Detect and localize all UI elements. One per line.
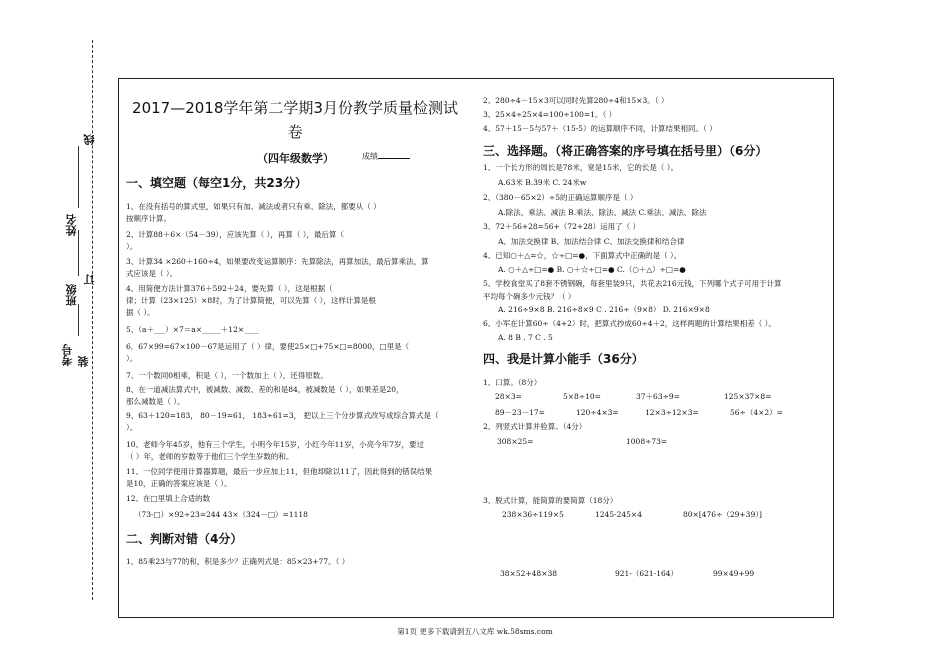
oral-calc-heading: 1、口算。（8分） bbox=[483, 378, 542, 387]
choice-line: 2、（380－65×2）÷5的正确运算顺序是（ ） bbox=[483, 193, 638, 202]
xingming-blank bbox=[78, 146, 79, 208]
exam-title-line1: 2017—2018学年第二学期3月份教学质量检测试 bbox=[132, 99, 458, 117]
fill-in-line: 7、一个数同0相乘，积是（ ），一个数加上（ ），还得原数。 bbox=[126, 371, 328, 380]
oral-calc-item: 5×8÷10= bbox=[563, 392, 601, 401]
exam-title bbox=[130, 96, 460, 144]
fill-in-line: 2、计算88＋6×（54－39），应该先算（ ），再算（ ），最后算（ bbox=[126, 230, 344, 239]
stepwise-calc-item: 238×36÷119×5 bbox=[502, 510, 564, 519]
score-label: 成绩 bbox=[362, 152, 378, 161]
score-blank[interactable] bbox=[378, 150, 410, 159]
section-fill-in: 一、填空题（每空1分，共23分） bbox=[126, 176, 308, 190]
stepwise-calc-item: 921-（621-164） bbox=[615, 569, 679, 578]
side-label-banji: 班级 bbox=[65, 284, 78, 306]
choice-line: A.除法、乘法、减法 B.乘法、除法、减法 C.乘法、减法、除法 bbox=[498, 208, 707, 217]
fill-in-line: （ ）年，老师的岁数等于他们三个学生岁数的和。 bbox=[126, 452, 294, 461]
fill-in-line: ）。 bbox=[126, 354, 138, 363]
exam-subtitle: （四年级数学） bbox=[257, 152, 334, 165]
fill-in-line: 律；计算（23×125）×8时，为了计算简便，可以先算（ ），这样计算是根 bbox=[126, 296, 376, 305]
side-label-kaohao: 考号 bbox=[61, 344, 74, 366]
vertical-calc-heading: 2、列竖式计算并验算。（4分） bbox=[483, 422, 587, 431]
fill-in-line: 据（ ）。 bbox=[126, 308, 155, 317]
vertical-calc-item: 308×25= bbox=[497, 437, 534, 446]
section-choice: 三、选择题。（将正确答案的序号填在括号里）（6分） bbox=[483, 144, 768, 158]
section-true-false: 二、判断对错（4分） bbox=[126, 532, 243, 546]
vertical-calc-item: 1008÷73= bbox=[626, 437, 668, 446]
choice-line: 4、已知○＋△=☆，☆÷□=●，下面算式中正确的是（ ）。 bbox=[483, 251, 682, 260]
side-label-zhuang: 装 bbox=[77, 356, 90, 367]
kaohao-blank bbox=[78, 304, 79, 336]
fill-in-line: 10、老师今年45岁，他有三个学生，小明今年15岁，小红今年11岁，小亮今年7岁，要过 bbox=[126, 440, 424, 449]
side-label-xian: 线 bbox=[83, 134, 96, 145]
choice-line: 平均每个碗多少元钱？（ ） bbox=[483, 292, 576, 301]
stepwise-calc-heading: 3、脱式计算，能简算的要简算（18分） bbox=[483, 496, 618, 505]
choice-line: A. 8 B . 7 C . 5 bbox=[498, 333, 553, 342]
binding-fold-line bbox=[92, 40, 93, 600]
oral-calc-item: 56÷（4×2）= bbox=[730, 408, 783, 417]
judge-question: 2、280÷4－15×3可以同时先算280÷4和15×3。（ ） bbox=[483, 96, 669, 105]
fill-in-line: 是10，正确的答案应该是（ ）。 bbox=[126, 479, 232, 488]
fill-in-line: 9、63＋120=183， 80－19=61， 183÷61=3， 把以上三个分步算式改写成综合算式是（ bbox=[126, 411, 439, 420]
choice-line: A. ○＋△÷□=● B. ○＋☆÷□=● C.（○＋△）÷□=● bbox=[498, 265, 686, 274]
judge-question: 4、57＋15－5与57＋（15-5）的运算顺序不同，计算结果相同。（ ） bbox=[483, 124, 717, 133]
banji-blank bbox=[78, 230, 79, 276]
fill-in-line: 1、在没有括号的算式里，如果只有加、减法或者只有乘、除法，都要从（ ） bbox=[126, 202, 381, 211]
score-field bbox=[362, 150, 410, 162]
oral-calc-item: 37＋63÷9= bbox=[636, 392, 680, 401]
fill-in-line: 式应该是（ ）。 bbox=[126, 269, 178, 278]
fill-in-line: 按顺序计算。 bbox=[126, 214, 171, 223]
fill-in-line: 6．67×99=67×100－67是运用了（ ）律，要使25×□+75×□=8000，□里是（ bbox=[126, 342, 410, 351]
stepwise-calc-item: 99×49+99 bbox=[713, 569, 755, 578]
fill-in-line: 4、用简便方法计算376＋592＋24，要先算（ ），这是根据（ bbox=[126, 284, 333, 293]
fill-in-line: ）。 bbox=[126, 242, 138, 251]
page-footer: 第1页 更多下载请到五八文库 wk.58sms.com bbox=[397, 627, 553, 636]
choice-line: A. 216÷9×8 B. 216÷8×9 C . 216÷（9×8） D. 216×9×8 bbox=[498, 305, 710, 314]
exam-title-line2: 卷 bbox=[287, 123, 303, 141]
choice-line: 5、学校食堂买了8套不锈钢碗，每套里装9只，共花去216元钱，下列哪个式子可用于计算 bbox=[483, 279, 782, 288]
oral-calc-item: 89－23－17= bbox=[495, 408, 545, 417]
choice-line: A.63米 B.39米 C. 24米w bbox=[498, 178, 587, 187]
choice-line: 6、小军在计算60÷（4+2）时，把算式抄成60÷4＋2，这样两题的计算结果相差（ ）。 bbox=[483, 319, 776, 328]
section-calculation: 四、我是计算小能手（36分） bbox=[483, 352, 644, 366]
oral-calc-item: 125×37×8= bbox=[724, 392, 772, 401]
stepwise-calc-item: 38×52+48×38 bbox=[500, 569, 558, 578]
fill-in-line: 那么减数是（ ）。 bbox=[126, 397, 185, 406]
choice-line: A、加法交换律 B、加法结合律 C、加法交换律和结合律 bbox=[498, 237, 685, 246]
fill-in-line: （73-□）×92÷23=244 43×（324－□）=1118 bbox=[134, 510, 308, 519]
choice-line: 3、72＋56+28=56+（72+28）运用了（ ） bbox=[483, 222, 641, 231]
oral-calc-item: 120÷4×3= bbox=[576, 408, 619, 417]
oral-calc-item: 12×3÷12×3= bbox=[645, 408, 699, 417]
side-label-ding: 订 bbox=[83, 274, 96, 285]
side-label-xingming: 姓名 bbox=[65, 214, 78, 236]
fill-in-line: 3、计算34 ×260＋160÷4，如果要改变运算顺序：先算除法，再算加法，最后算乘法，算 bbox=[126, 257, 429, 266]
stepwise-calc-item: 80×[476÷（29+39）] bbox=[683, 510, 762, 519]
choice-line: 1、一个长方形的周长是78米，宽是15米，它的长是（ ）。 bbox=[483, 163, 678, 172]
stepwise-calc-item: 1245-245×4 bbox=[595, 510, 642, 519]
judge-question: 1、85乘23与77的和，积是多少？正确列式是：85×23+77。（ ） bbox=[126, 557, 350, 566]
fill-in-line: 5、（a＋___）×7＝a×_____＋12×____ bbox=[126, 325, 260, 334]
fill-in-line: 8、在一道减法算式中，被减数、减数、差的和是84，被减数是（ ），如果差是20， bbox=[126, 385, 404, 394]
fill-in-line: 12、在□里填上合适的数 bbox=[126, 494, 211, 503]
judge-question: 3、25×4÷25×4=100÷100=1。（ ） bbox=[483, 110, 617, 119]
fill-in-line: 11、一位同学使用计算器算题，最后一步应加上11，但他却除以11了，因此得到的错误结果 bbox=[126, 467, 433, 476]
oral-calc-item: 28×3= bbox=[495, 392, 522, 401]
fill-in-line: ）。 bbox=[126, 423, 138, 432]
